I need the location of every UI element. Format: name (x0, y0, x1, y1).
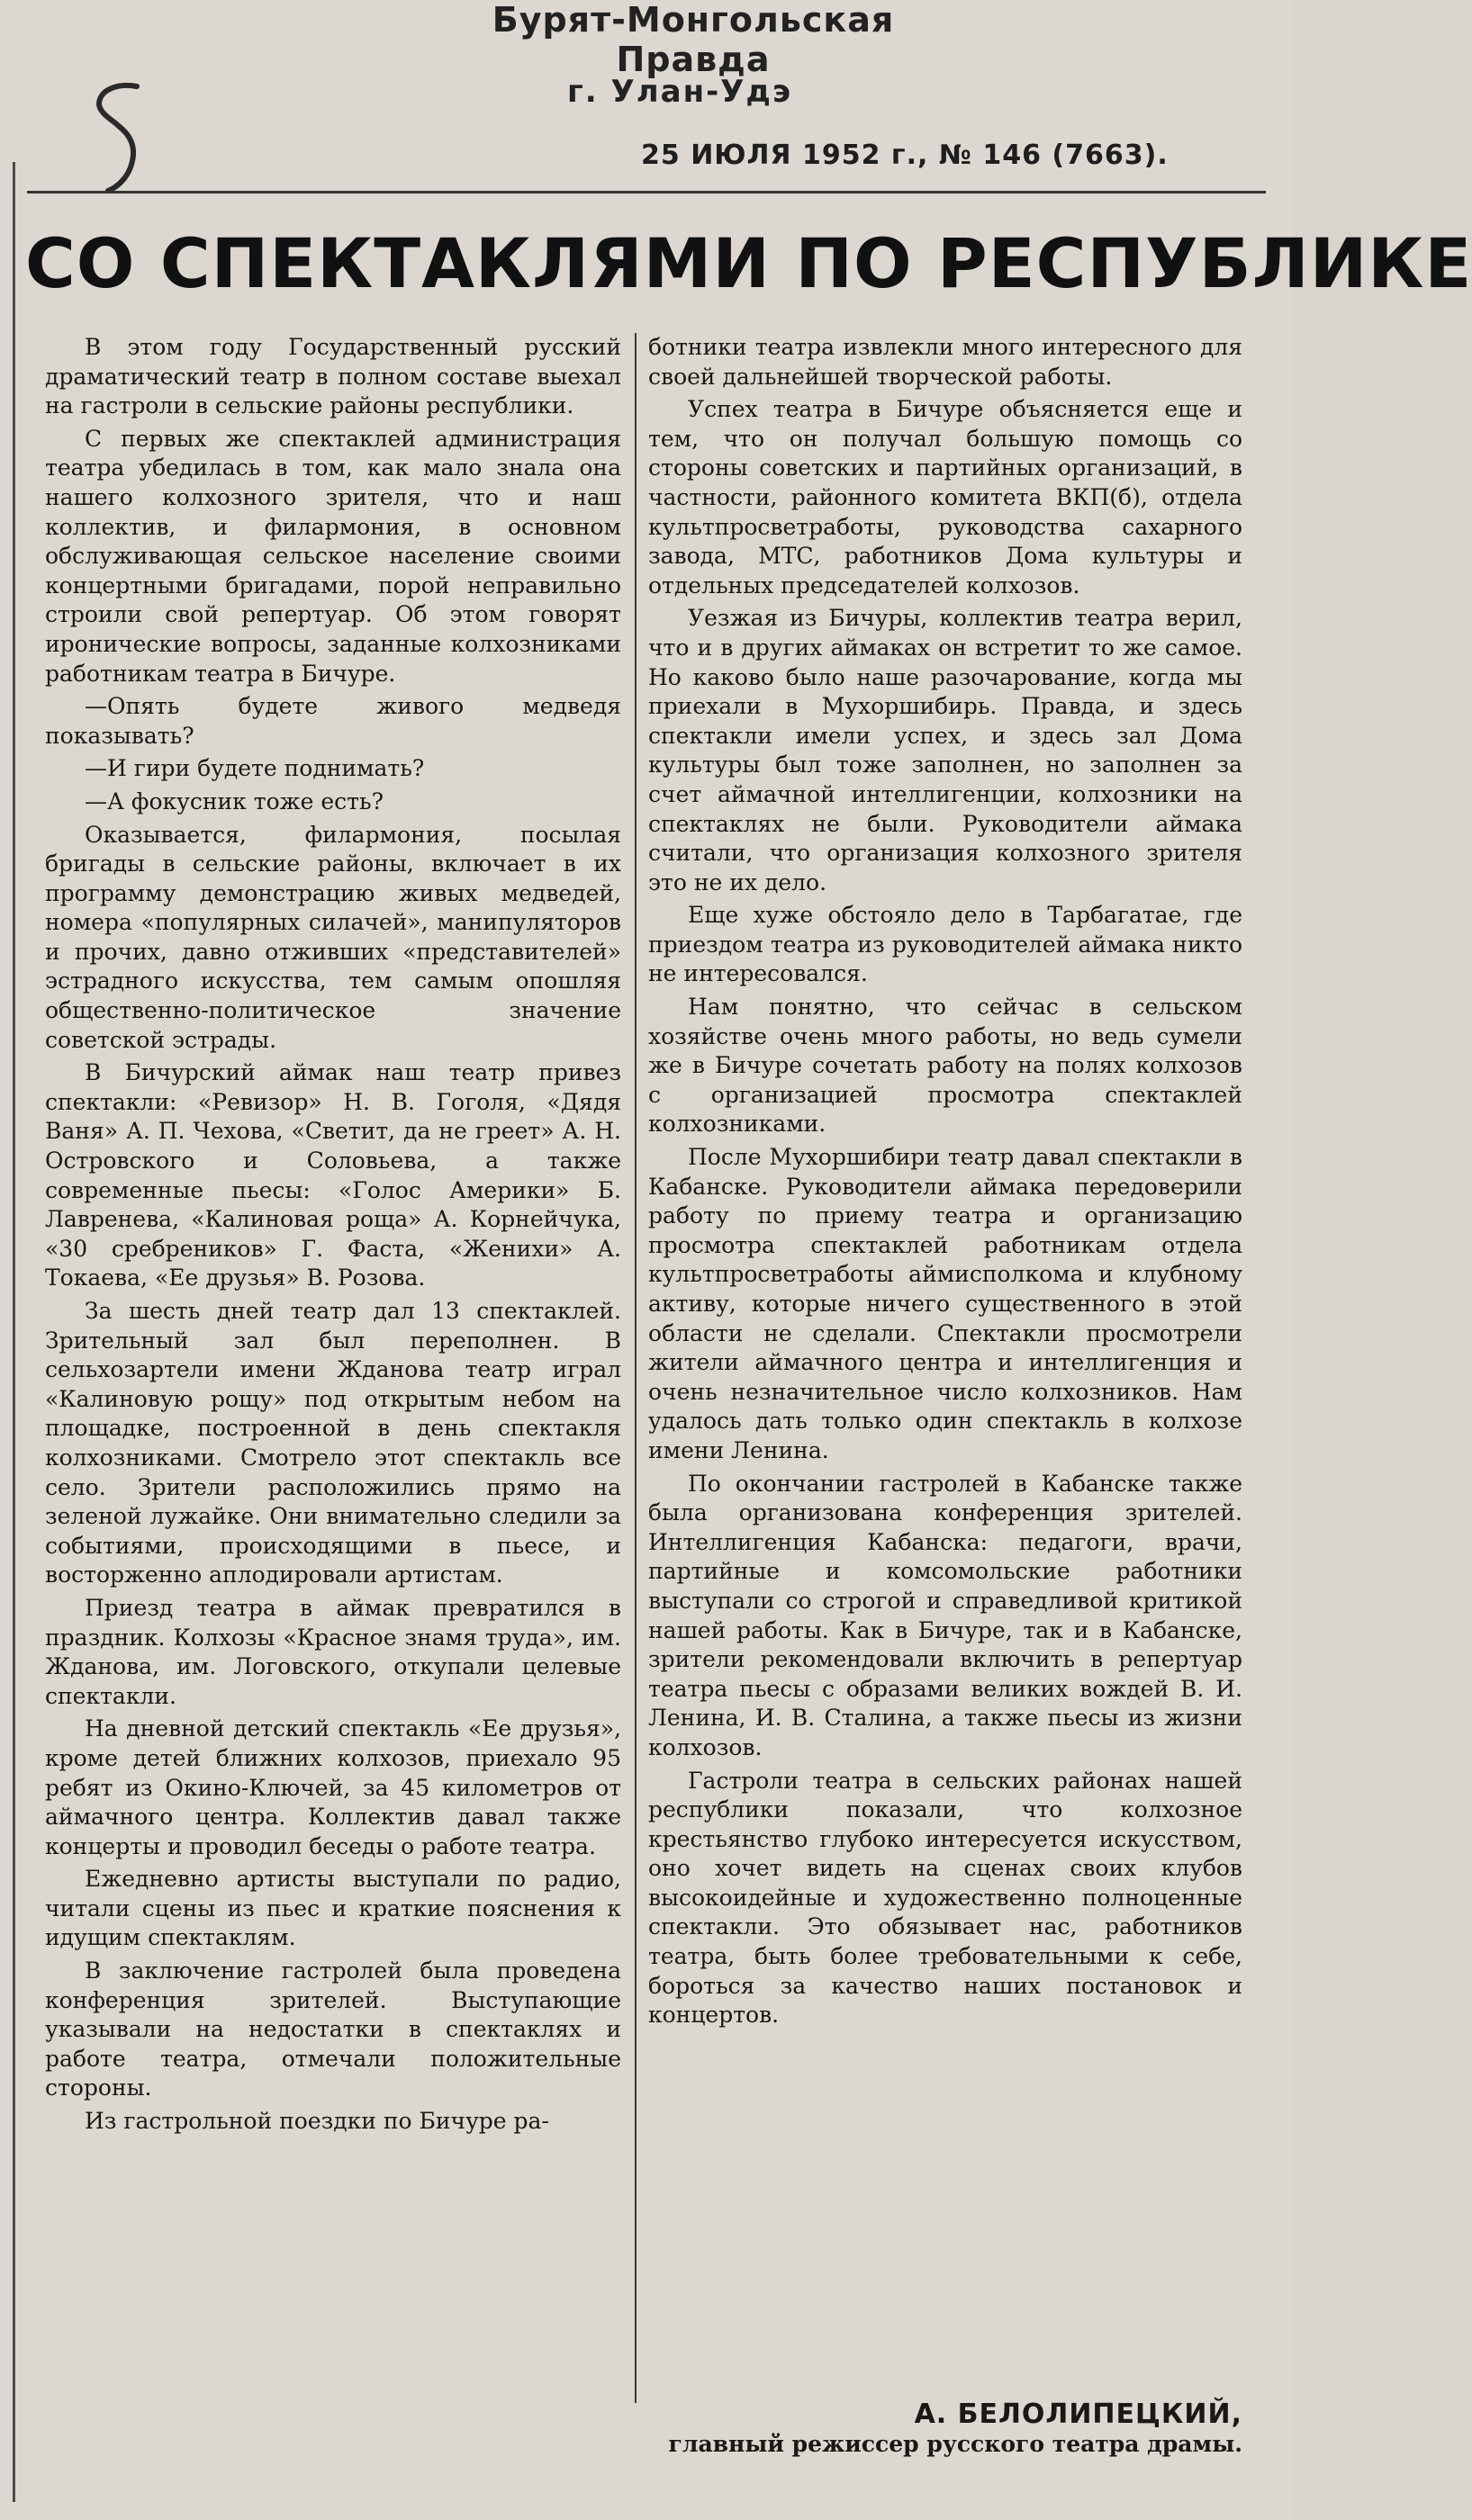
author-signature (648, 2398, 1242, 2459)
paragraph: Ежедневно артисты выступали по радио, читали сцены из пьес и краткие пояснения к идущим спектаклям. (45, 1866, 621, 1951)
paragraph: После Мухоршибири театр давал спектакли в Кабанске. Руководители аймака передоверили работу по приему театра и организацию просмотра спектаклей работникам отдела культпросветработы аймисполкома и клубному активу, которые ничего существенного в этой области не сделали. Спектакли просмотрели жители аймачного центра и интеллигенция и очень незначительное число колхозников. Нам удалось дать только один спектакль в колхозе имени Ленина. (648, 1144, 1242, 1463)
paragraph: Уезжая из Бичуры, коллектив театра верил, что и в других аймаках он встретит то же самое. Но каково было наше разочарование, когда мы приехали в Мухоршибирь. Правда, и здесь спектакли имели успех, и здесь зал Дома культуры был тоже заполнен, но заполнен за счет аймачной интеллигенции, колхозники на спектаклях не были. Руководители аймака считали, что организация колхозного зрителя это не их дело. (648, 605, 1242, 896)
author-title: главный режиссер русского театра драмы. (668, 2431, 1242, 2457)
article-left-column (45, 333, 621, 2140)
paragraph: ботники театра извлекли много интересного для своей дальнейшей творческой работы. (648, 334, 1242, 390)
city-line: г. Улан-Удэ (567, 74, 793, 110)
paragraph: Нам понятно, что сейчас в сельском хозяйстве очень много работы, но ведь сумели же в Бичуре сочетать работу на полях колхозов с организацией просмотра спектаклей колхозниками. (648, 994, 1242, 1138)
issue-dateline: 25 ИЮЛЯ 1952 г., № 146 (7663). (641, 140, 1169, 171)
paragraph: На дневной детский спектакль «Ее друзья», кроме детей ближних колхозов, приехало 95 ребят из Окино-Ключей, за 45 километров от аймачного центра. Коллектив давал также концерты и проводил беседы о работе театра. (45, 1715, 621, 1859)
paragraph: —И гири будете поднимать? (85, 755, 425, 782)
author-name: А. БЕЛОЛИПЕЦКИЙ, (914, 2398, 1242, 2430)
page-edge-shadow (13, 162, 15, 2502)
paragraph: Успех театра в Бичуре объясняется еще и тем, что он получал большую помощь со стороны советских и партийных организаций, в частности, районного комитета ВКП(б), отдела культпросветработы, руководства сахарного завода, МТС, работников Дома культуры и отдельных председателей колхозов. (648, 396, 1242, 598)
paragraph: —Опять будете живого медведя показывать? (45, 693, 621, 749)
paragraph: В этом году Государственный русский драматический театр в полном составе выехал на гастроли в сельские районы республики. (45, 334, 621, 419)
paragraph: Приезд театра в аймак превратился в праздник. Колхозы «Красное знамя труда», им. Жданова, им. Логовского, откупали целевые спектакли. (45, 1594, 621, 1709)
paragraph: С первых же спектаклей администрация театра убедилась в том, как мало знала она нашего колхозного зрителя, что и наш коллектив, и филармония, в основном обслуживающая сельское население своими концертными бригадами, порой неправильно строили свой репертуар. Об этом говорят иронические вопросы, заданные колхозниками работникам театра в Бичуре. (45, 425, 621, 687)
paragraph: Гастроли театра в сельских районах нашей республики показали, что колхозное крестьянство глубоко интересуется искусством, оно хочет видеть на сценах своих клубов высокоидейные и художественно полноценные спектакли. Это обязывает нас, работников театра, быть более требовательными к себе, бороться за качество наших постановок и концертов. (648, 1767, 1242, 2029)
paragraph: За шесть дней театр дал 13 спектаклей. Зрительный зал был переполнен. В сельхозартели имени Жданова театр играл «Калиновую рощу» под открытым небом на площадке, построенной в день спектакля колхозниками. Смотрело этот спектакль все село. Зрители расположились прямо на зеленой лужайке. Они внимательно следили за событиями, происходящими в пьесе, и восторженно аплодировали артистам. (45, 1298, 621, 1588)
paragraph: В заключение гастролей была проведена конференция зрителей. Выступающие указывали на недостатки в спектаклях и работе театра, отмечали положительные стороны. (45, 1958, 621, 2102)
paragraph: По окончании гастролей в Кабанске также была организована конференция зрителей. Интеллигенция Кабанска: педагоги, врачи, партийные и комсомольские работники выступали со строгой и справедливой критикой нашей работы. Как в Бичуре, так и в Кабанске, зрители рекомендовали включить в репертуар театра пьесы с образами великих вождей В. И. Ленина, И. В. Сталина, а также пьесы из жизни колхозов. (648, 1470, 1242, 1760)
paragraph: Еще хуже обстояло дело в Тарбагатае, где приездом театра из руководителей аймака никто не интересовался. (648, 902, 1242, 987)
article-headline: СО СПЕКТАКЛЯМИ ПО РЕСПУБЛИКЕ (25, 223, 1472, 303)
paragraph: —А фокусник тоже есть? (85, 788, 384, 814)
column-divider (635, 333, 637, 2403)
article-right-column (648, 333, 1242, 2034)
paragraph: В Бичурский аймак наш театр привез спектакли: «Ревизор» Н. В. Гоголя, «Дядя Ваня» А. П. Чехова, «Светит, да не греет» А. Н. Островского и Соловьева, а также современные пьесы: «Голос Америки» Б. Лавренева, «Калиновая роща» А. Корнейчука, «30 сребреников» Г. Фаста, «Женихи» А. Токаева, «Ее друзья» В. Розова. (45, 1059, 621, 1292)
paragraph: Оказывается, филармония, посылая бригады в сельские районы, включает в их программу демонстрацию живых медведей, номера «популярных силачей», манипуляторов и прочих, давно отживших «представителей» эстрадного искусства, тем самым опошляя общественно-политическое значение советской эстрады. (45, 821, 621, 1053)
paragraph: Из гастрольной поездки по Бичуре ра- (85, 2108, 549, 2135)
handwritten-mark-icon (81, 79, 162, 196)
newspaper-masthead: Бурят-Монгольская Правда (492, 0, 895, 79)
header-rule (27, 191, 1266, 194)
